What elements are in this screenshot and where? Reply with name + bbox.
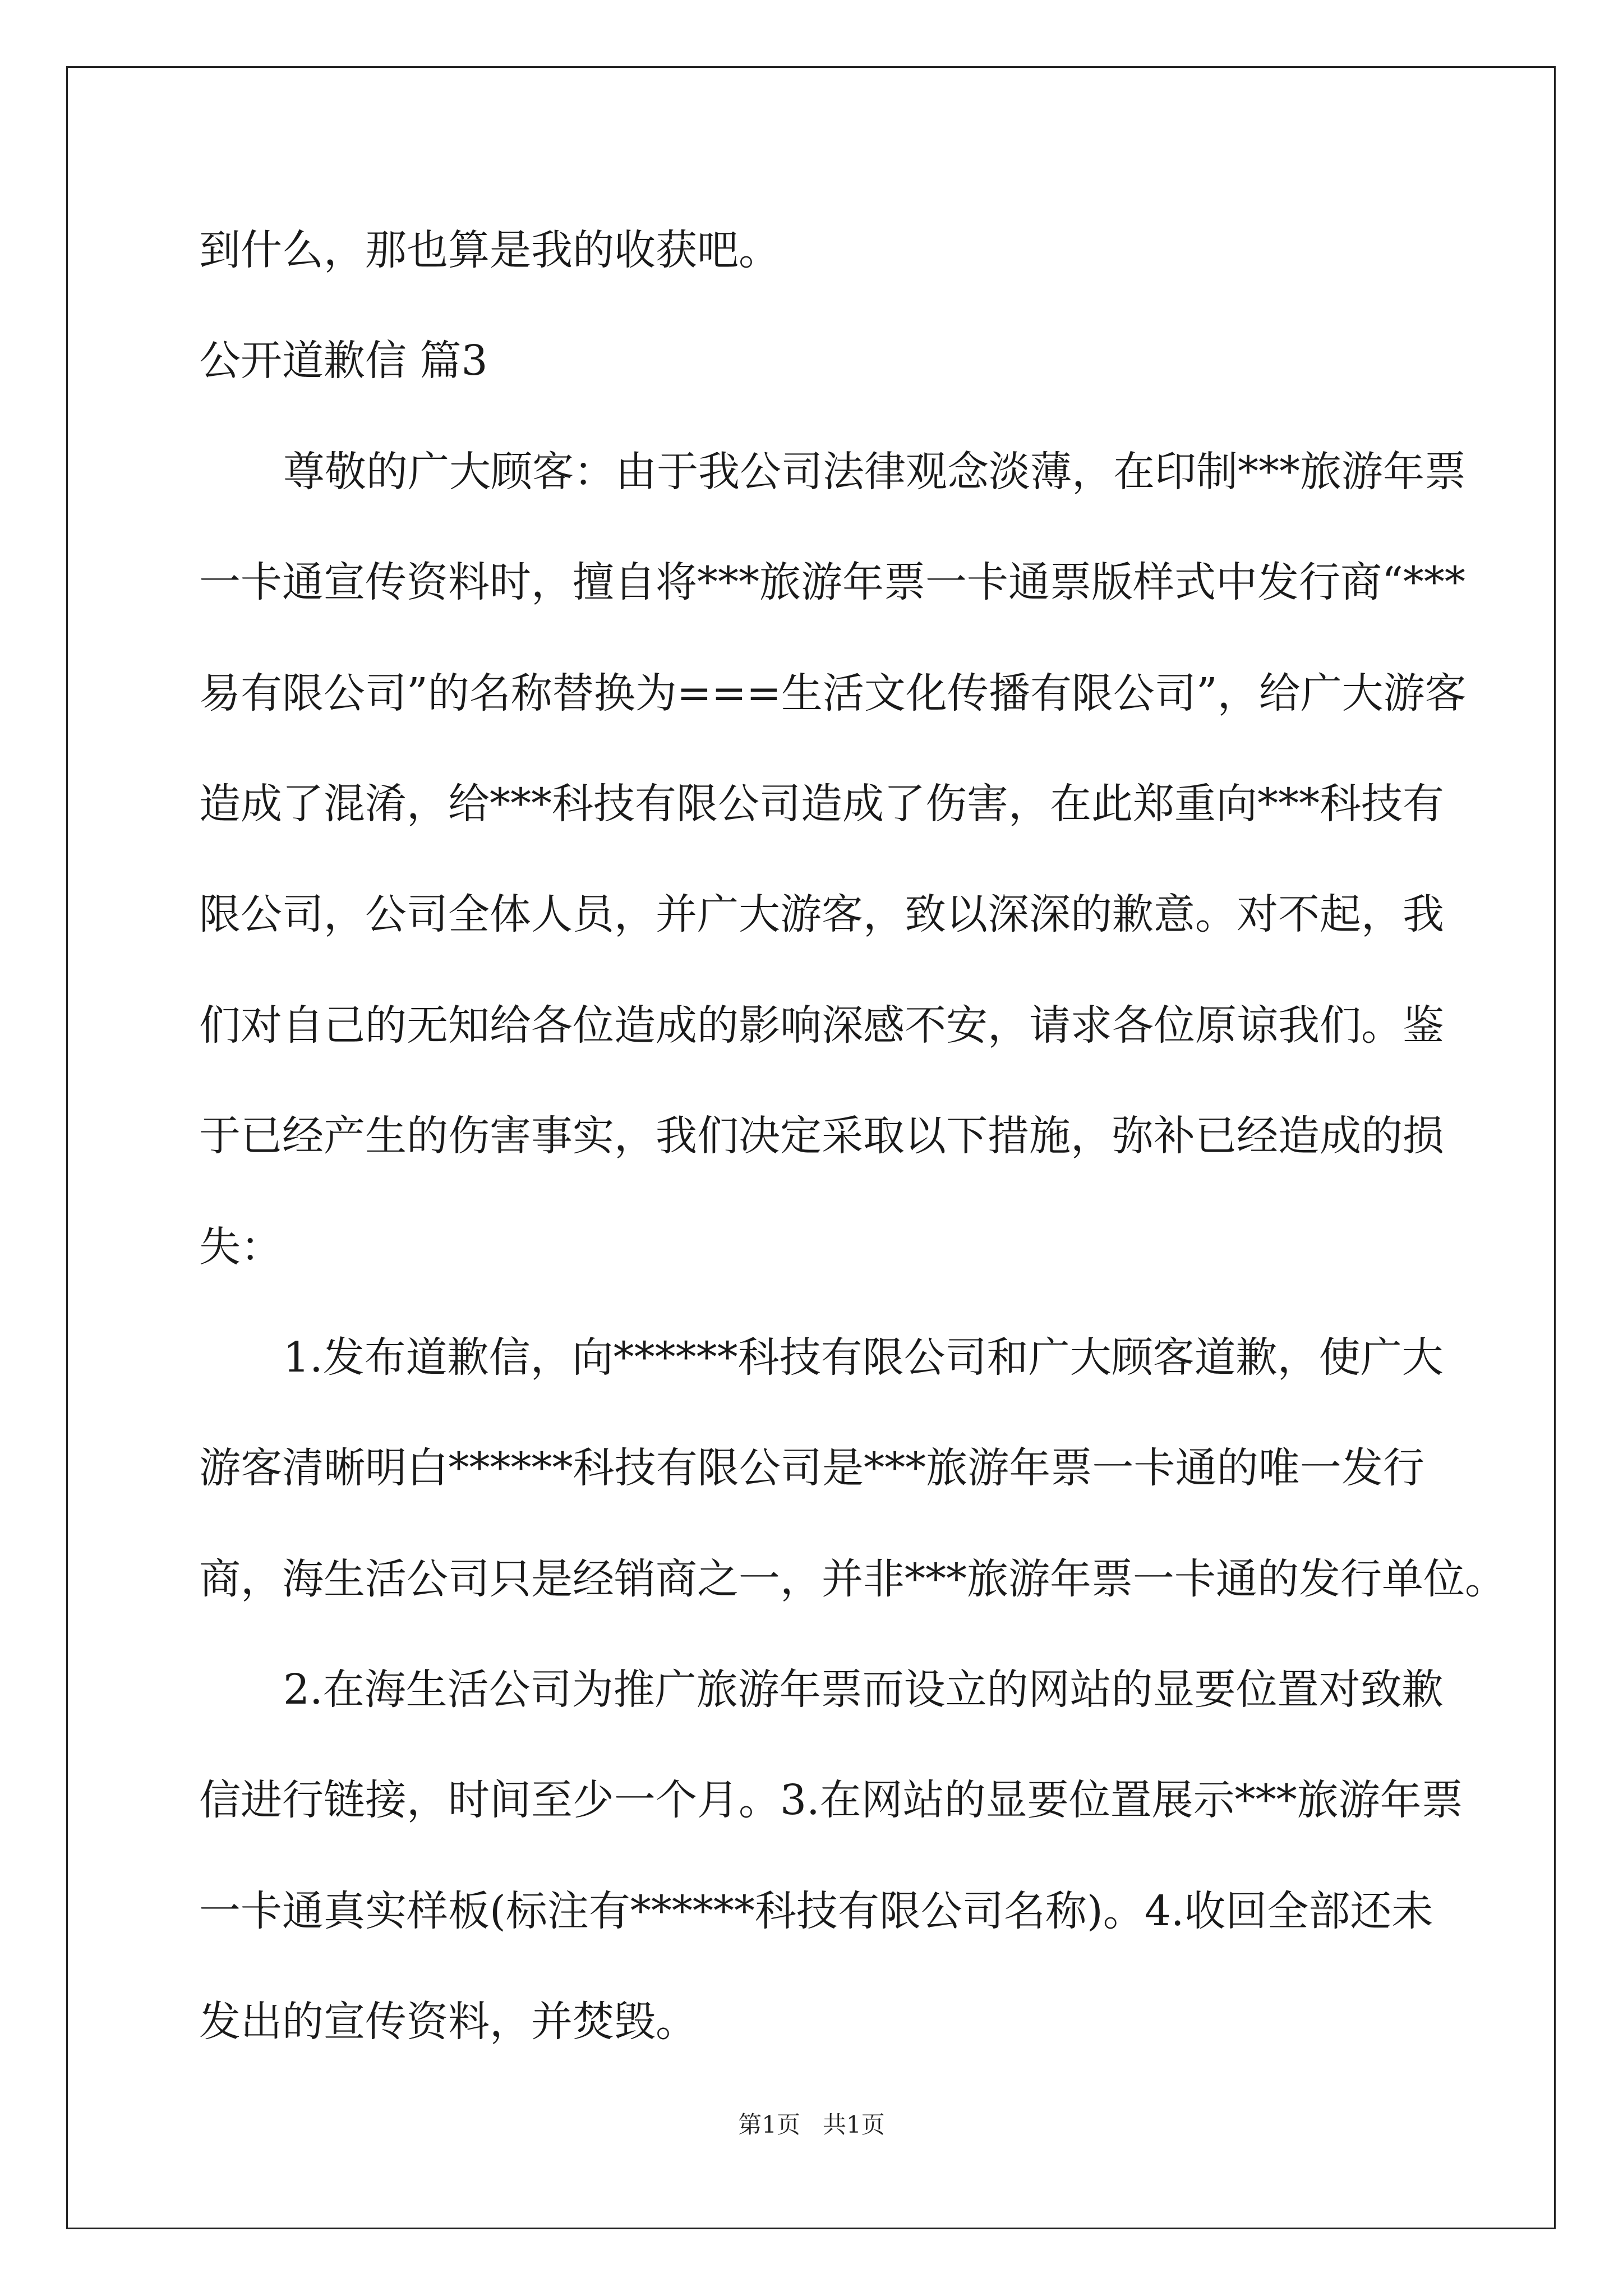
paragraph-line: 于已经产生的伤害事实，我们决定采取以下措施，弥补已经造成的损 (199, 1112, 1444, 1161)
paragraph-line: 尊敬的广大顾客：由于我公司法律观念淡薄，在印制***旅游年票 (283, 447, 1466, 496)
text-line: 到什么，那也算是我的收获吧。 (199, 226, 780, 274)
paragraph-line: 们对自己的无知给各位造成的影响深感不安，请求各位原谅我们。鉴 (199, 1001, 1444, 1050)
paragraph-line: 一卡通宣传资料时，擅自将***旅游年票一卡通票版样式中发行商“*** (199, 558, 1465, 607)
paragraph-line: 信进行链接，时间至少一个月。3.在网站的显要位置展示***旅游年票 (199, 1776, 1463, 1825)
paragraph-line: 造成了混淆，给***科技有限公司造成了伤害，在此郑重向***科技有 (199, 779, 1444, 828)
paragraph-line: 1.发布道歉信，向******科技有限公司和广大顾客道歉，使广大 (283, 1333, 1444, 1382)
document-body (199, 195, 1506, 2078)
paragraph-line: 失： (199, 1222, 282, 1271)
paragraph-line: 限公司，公司全体人员，并广大游客，致以深深的歉意。对不起，我 (199, 890, 1444, 939)
section-heading: 公开道歉信 篇3 (199, 337, 488, 385)
paragraph-line: 游客清晰明白******科技有限公司是***旅游年票一卡通的唯一发行 (199, 1444, 1424, 1493)
page-footer: 第1页 共1页 (738, 2111, 885, 2138)
paragraph-line: 易有限公司”的名称替换为===生活文化传播有限公司”，给广大游客 (199, 669, 1467, 717)
paragraph-line: 一卡通真实样板(标注有******科技有限公司名称)。4.收回全部还未 (199, 1887, 1433, 1935)
paragraph-line: 商，海生活公司只是经销商之一，并非***旅游年票一卡通的发行单位。 (199, 1554, 1506, 1603)
paragraph-line: 2.在海生活公司为推广旅游年票而设立的网站的显要位置对致歉 (283, 1665, 1444, 1714)
paragraph-line: 发出的宣传资料，并焚毁。 (199, 1998, 697, 2046)
